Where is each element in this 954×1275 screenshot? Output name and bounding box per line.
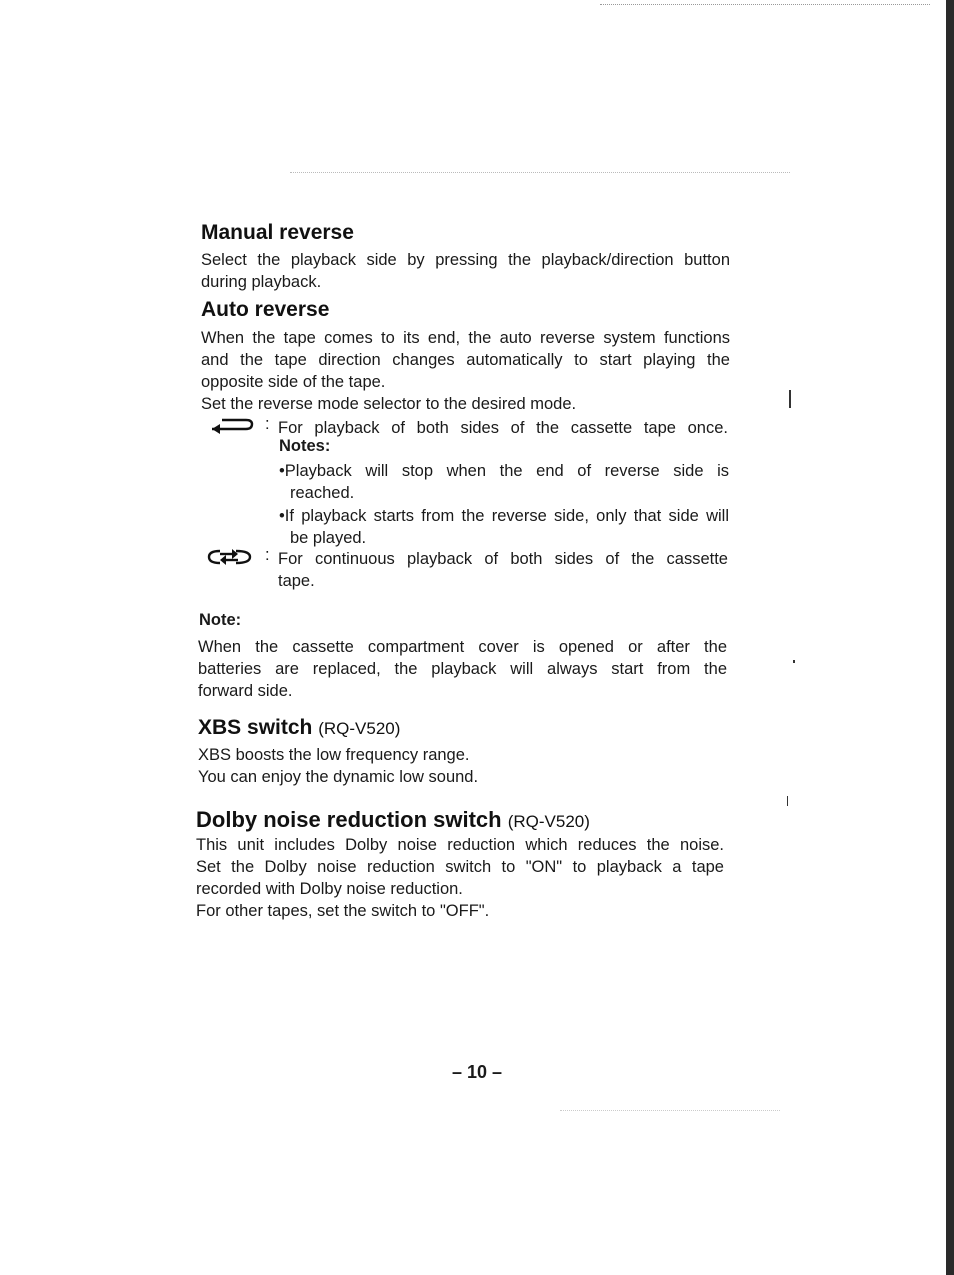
dolby-off-text: [196, 900, 489, 922]
auto-reverse-text: [201, 327, 730, 393]
text-line: XBS boosts the low frequency range.: [198, 746, 470, 764]
mode-continuous-text: [278, 548, 728, 592]
mode-once-text: [278, 417, 728, 439]
model-label: (RQ-V520): [318, 719, 401, 738]
note-item-1: [279, 460, 729, 504]
text-line: Set the Dolby noise reduction switch to "ON" to playback a tape: [196, 858, 724, 876]
text-line: For other tapes, set the switch to "OFF".: [196, 902, 490, 920]
text-line: Notes:: [279, 437, 331, 455]
text-line: tape.: [278, 572, 315, 590]
manual-reverse-text: [201, 249, 730, 293]
text-line: For continuous playback of both sides of the cassette: [278, 550, 728, 568]
text-line: and the tape direction changes automatically to start playing the: [201, 351, 730, 369]
text-line: opposite side of the tape.: [201, 373, 386, 391]
notes-label: [279, 435, 330, 457]
text-line: When the tape comes to its end, the auto reverse system functions: [201, 329, 730, 347]
heading-manual-reverse: Manual reverse: [201, 221, 354, 244]
heading-text: XBS switch: [198, 716, 313, 739]
page-number: – 10 –: [451, 1062, 503, 1082]
text-line: This unit includes Dolby noise reduction which reduces the noise.: [196, 836, 724, 854]
text-line: batteries are replaced, the playback will always start from the: [198, 660, 727, 678]
note-item-2: [279, 505, 729, 549]
text-line: For playback of both sides of the cassette tape once.: [278, 419, 728, 437]
text-line: You can enjoy the dynamic low sound.: [198, 768, 479, 786]
heading-text: Dolby noise reduction switch: [196, 807, 502, 832]
heading-dolby-switch: [196, 807, 590, 833]
text-line: recorded with Dolby noise reduction.: [196, 880, 463, 898]
text-line: during playback.: [201, 273, 322, 291]
text-line: Set the reverse mode selector to the desired mode.: [201, 395, 577, 413]
text-line: •If playback starts from the reverse side, only that side will: [279, 507, 729, 525]
xbs-text: [198, 744, 478, 788]
mode-colon: :: [265, 415, 270, 433]
text-line: forward side.: [198, 682, 293, 700]
mode-colon: :: [265, 546, 270, 564]
text-line: •Playback will stop when the end of reverse side is: [279, 462, 729, 480]
text-line: Note:: [199, 611, 242, 629]
set-selector-text: [201, 393, 576, 415]
heading-auto-reverse: Auto reverse: [201, 298, 330, 321]
continuous-reverse-icon: [206, 546, 256, 568]
text-line: reached.: [290, 484, 355, 502]
text-line: When the cassette compartment cover is opened or after the: [198, 638, 727, 656]
dolby-text: [196, 834, 724, 900]
text-line: Select the playback side by pressing the playback/direction button: [201, 251, 730, 269]
heading-xbs-switch: [198, 716, 400, 740]
model-label: (RQ-V520): [507, 812, 590, 831]
one-way-reverse-icon: [208, 416, 258, 438]
note-label: [199, 609, 241, 631]
note-text: [198, 636, 727, 702]
text-line: be played.: [290, 529, 367, 547]
